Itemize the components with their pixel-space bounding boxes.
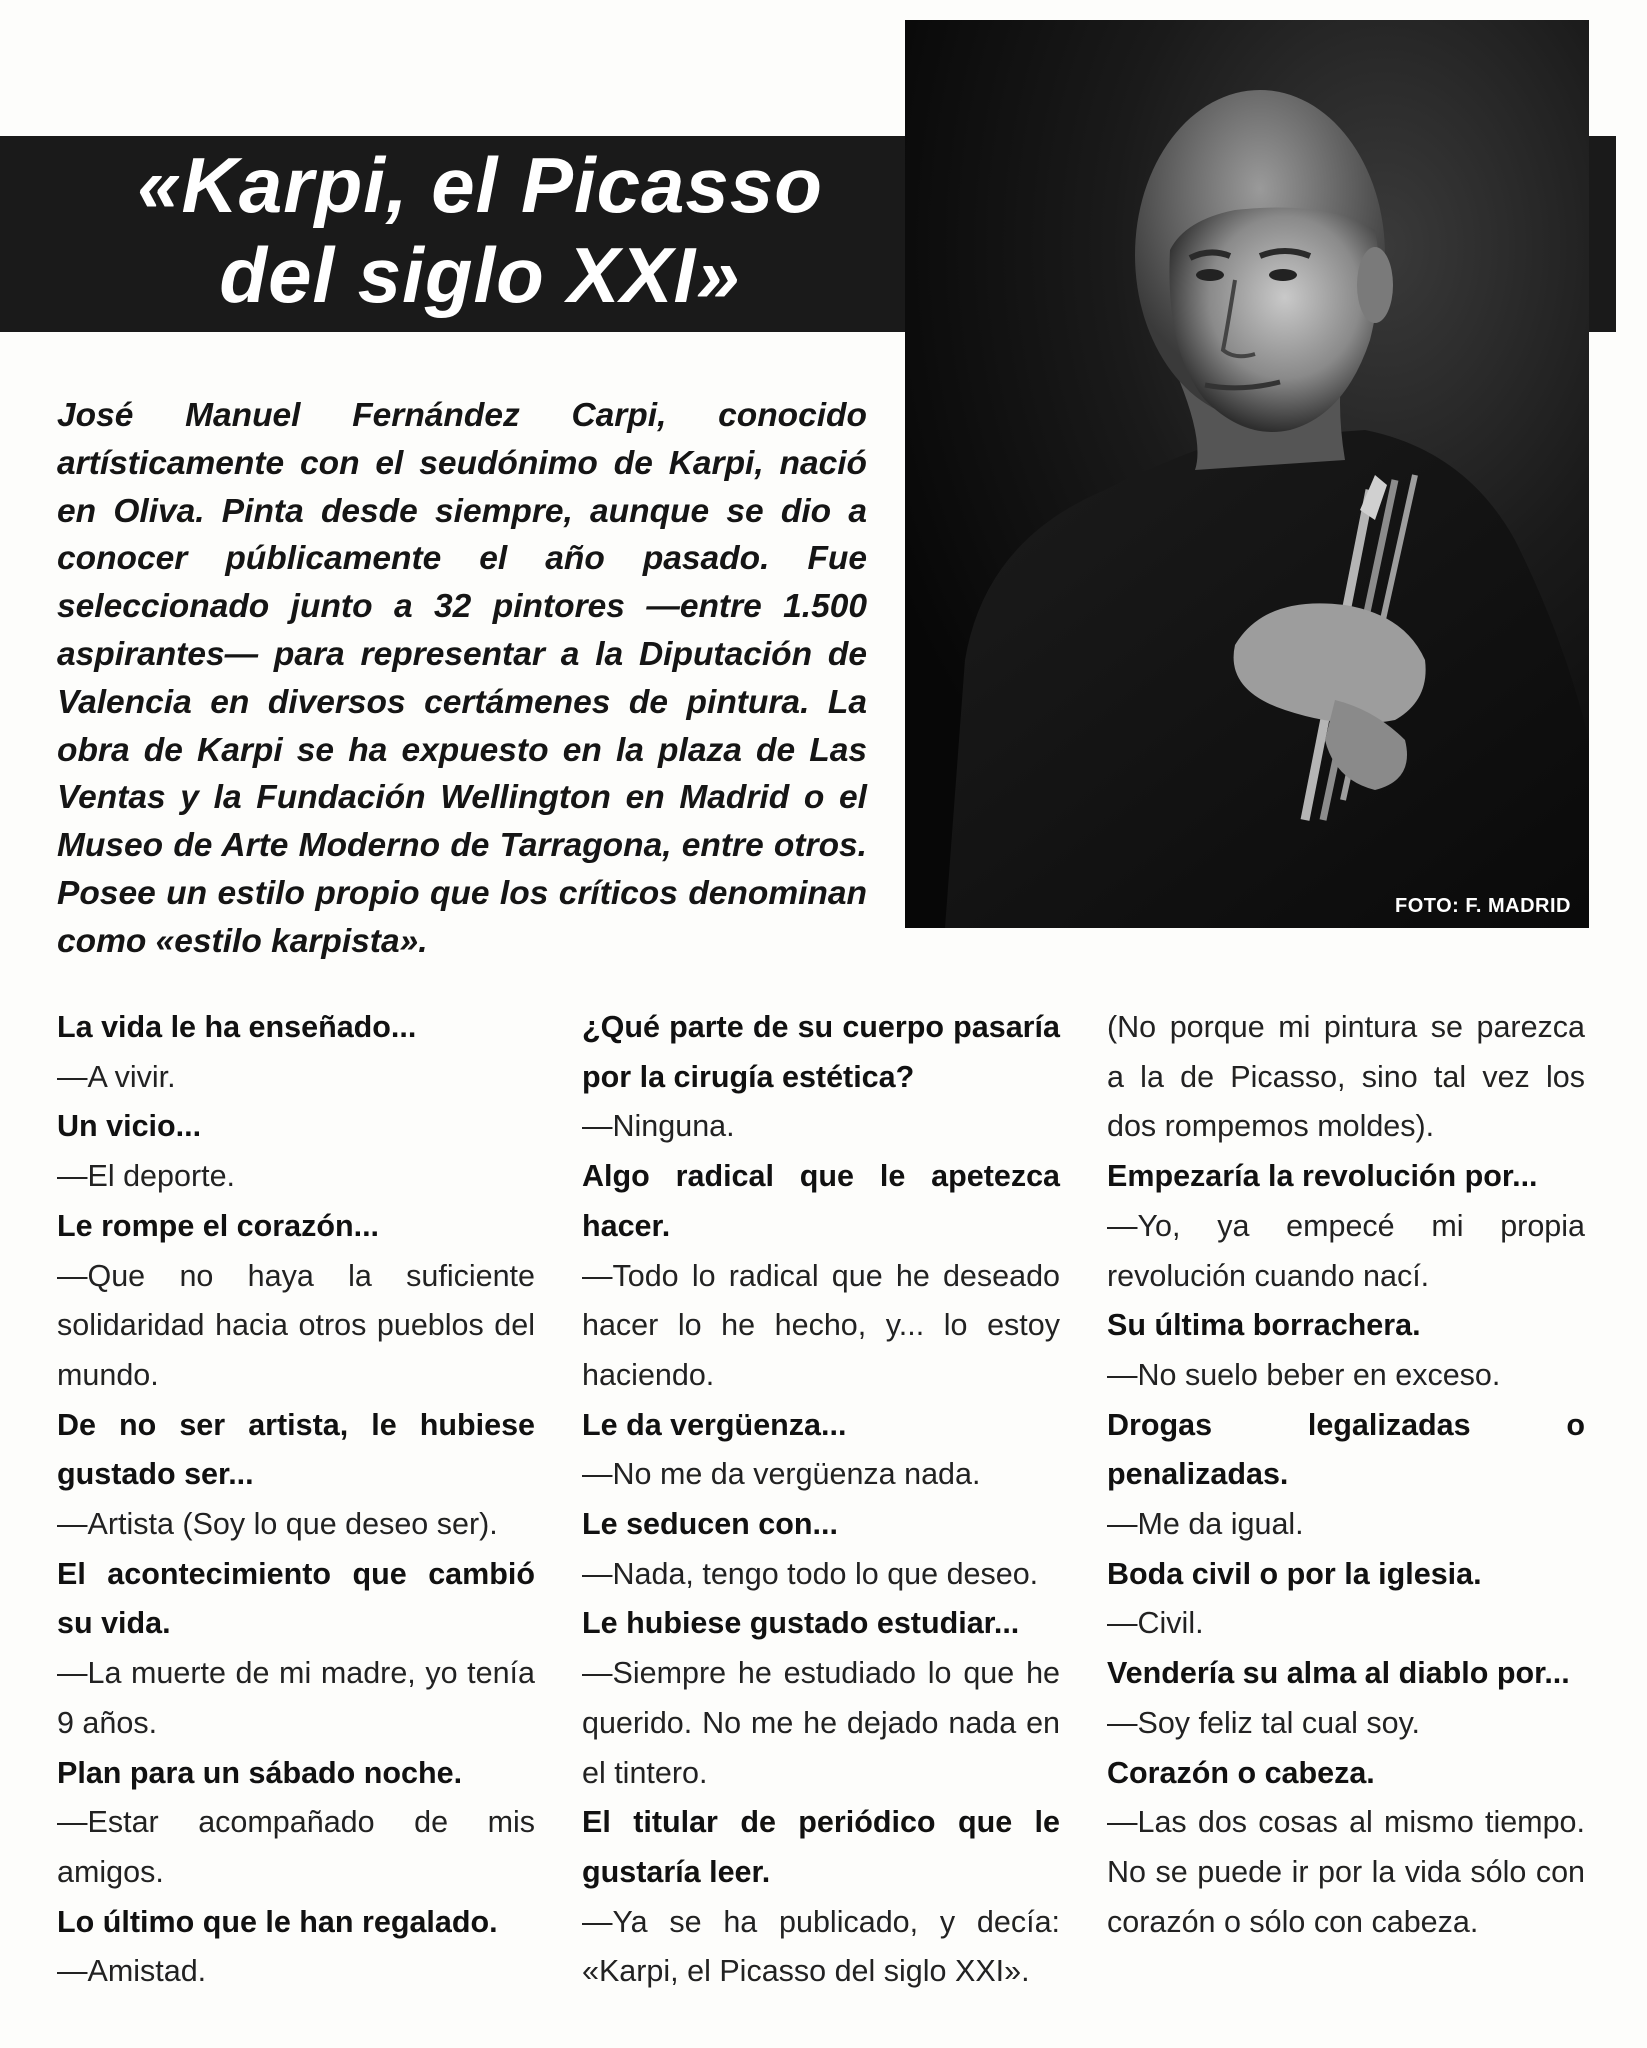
question: Le seducen con... (582, 1507, 838, 1542)
answer: —Ya se ha publicado, y decía: «Karpi, el Picasso del siglo XXI». (582, 1904, 1060, 1989)
interview-column-2 (582, 1003, 1060, 1997)
answer: —Me da igual. (1107, 1507, 1304, 1542)
question: Su última borrachera. (1107, 1308, 1421, 1343)
answer: —Yo, ya empecé mi propia revolución cuando nací. (1107, 1208, 1585, 1293)
photo-credit: FOTO: F. MADRID (1394, 895, 1571, 917)
answer: —Todo lo radical que he deseado hacer lo he hecho, y... lo estoy haciendo. (582, 1258, 1060, 1392)
answer: —Nada, tengo todo lo que deseo. (582, 1556, 1039, 1591)
question: El acontecimiento que cambió su vida. (57, 1556, 535, 1641)
question: Empezaría la revolución por... (1107, 1159, 1538, 1194)
answer: —No me da vergüenza nada. (582, 1457, 981, 1492)
interview-column-1 (57, 1003, 535, 1997)
portrait-photo (905, 20, 1589, 928)
answer: —A vivir. (57, 1059, 176, 1094)
answer: —Que no haya la suficiente solidaridad hacia otros pueblos del mundo. (57, 1258, 535, 1392)
answer: —Estar acompañado de mis amigos. (57, 1805, 535, 1889)
answer: —La muerte de mi madre, yo tenía 9 años. (57, 1656, 535, 1740)
answer: —Siempre he estudiado lo que he querido. No me he dejado nada en el tintero. (582, 1656, 1060, 1790)
question: Lo último que le han regalado. (57, 1904, 498, 1939)
question: El titular de periódico que le gustaría leer. (582, 1805, 1060, 1889)
question: La vida le ha enseñado... (57, 1010, 417, 1044)
title-line-1: «Karpi, el Picasso (137, 141, 823, 229)
question: Vendería su alma al diablo por... (1107, 1656, 1570, 1691)
question: Algo radical que le apetezca hacer. (582, 1159, 1060, 1243)
question: Drogas legalizadas o penalizadas. (1107, 1407, 1585, 1492)
intro-paragraph: José Manuel Fernández Carpi, conocido artísticamente con el seudónimo de Karpi, nació en Oliva. Pinta desde siempre, aunque se dio a conocer públicamente el año pasado. Fue seleccionado junto a 32 pintores —entre 1.500 aspirantes— para representar a la Diputación de Valencia en diversos certámenes de pintura. La obra de Karpi se ha expuesto en la plaza de Las Ventas y la Fundación Wellington en Madrid o el Museo de Arte Moderno de Tarragona, entre otros. Posee un estilo propio que los críticos denominan como «estilo karpista». (57, 397, 867, 960)
answer: —No suelo beber en exceso. (1107, 1357, 1501, 1392)
question: Boda civil o por la iglesia. (1107, 1556, 1482, 1591)
question: Le rompe el corazón... (57, 1208, 380, 1243)
question: Le hubiese gustado estudiar... (582, 1606, 1020, 1641)
question: Un vicio... (57, 1109, 202, 1144)
title-line-2: del siglo XXI» (219, 231, 741, 319)
answer-continuation: (No porque mi pintura se parezca a la de Picasso, sino tal vez los dos rompemos moldes). (1107, 1010, 1585, 1144)
answer: —Amistad. (57, 1954, 207, 1989)
question: Plan para un sábado noche. (57, 1755, 463, 1790)
answer: —Soy feliz tal cual soy. (1107, 1705, 1421, 1740)
question: Corazón o cabeza. (1107, 1755, 1375, 1790)
answer: —Artista (Soy lo que deseo ser). (57, 1507, 498, 1542)
answer: —El deporte. (57, 1159, 236, 1194)
question: De no ser artista, le hubiese gustado ser... (57, 1407, 535, 1492)
answer: —Ninguna. (582, 1109, 735, 1144)
question: ¿Qué parte de su cuerpo pasaría por la cirugía estética? (582, 1010, 1060, 1094)
interview-column-3 (1107, 1003, 1585, 1947)
portrait-illustration (905, 20, 1589, 928)
page-title (110, 140, 850, 320)
answer: —Civil. (1107, 1606, 1204, 1641)
answer: —Las dos cosas al mismo tiempo. No se puede ir por la vida sólo con corazón o sólo con cabeza. (1107, 1805, 1585, 1939)
question: Le da vergüenza... (582, 1407, 847, 1442)
